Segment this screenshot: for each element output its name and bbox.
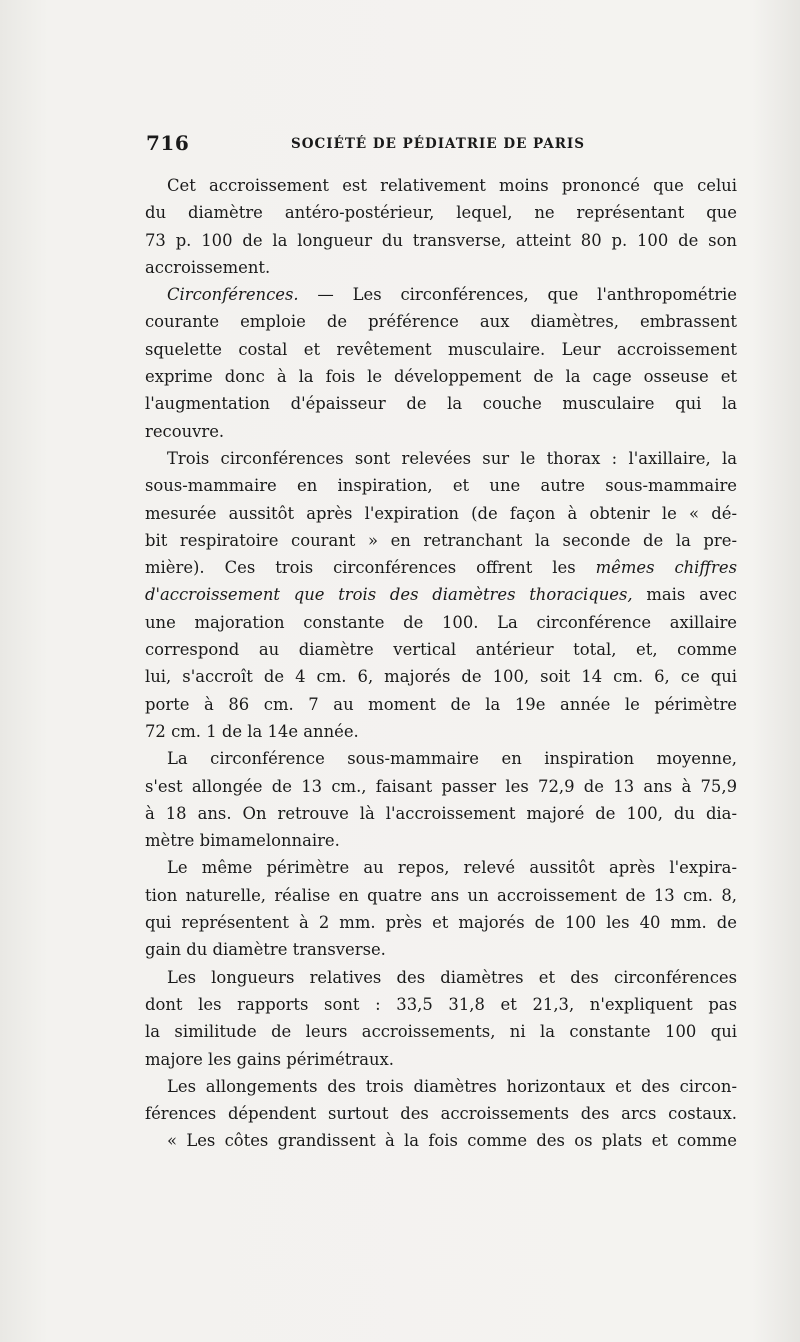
text-line: [145, 527, 737, 554]
line-text: Les allongements des trois diamètres horizontaux et des circon-: [167, 1076, 737, 1096]
line-text: majore les gains périmétraux.: [145, 1049, 394, 1069]
text-line: [145, 936, 737, 963]
text-line: [145, 827, 737, 854]
text-line: [145, 718, 737, 745]
text-line: [145, 281, 737, 308]
line-text: mesurée aussitôt après l'expiration (de façon à obtenir le « dé-: [145, 503, 737, 523]
text-line: [145, 363, 737, 390]
text-line: [145, 636, 737, 663]
line-text: correspond au diamètre vertical antérieur total, et, comme: [145, 640, 737, 660]
text-line: [145, 663, 737, 690]
body-text: [145, 172, 737, 1155]
text-line: [145, 254, 737, 281]
text-line: [145, 1046, 737, 1073]
running-title: SOCIÉTÉ DE PÉDIATRIE DE PARIS: [291, 136, 585, 152]
line-text: La circonférence sous-mammaire en inspiration moyenne,: [167, 749, 737, 769]
line-text: dont les rapports sont : 33,5 31,8 et 21,3, n'expliquent pas: [145, 994, 737, 1014]
line-text: tion naturelle, réalise en quatre ans un accroissement de 13 cm. 8,: [145, 885, 737, 905]
text-line: [145, 336, 737, 363]
text-line: [145, 1073, 737, 1100]
italic-phrase: d'accroissement que trois des diamètres thoraciques,: [145, 585, 633, 605]
line-text: l'augmentation d'épaisseur de la couche musculaire qui la: [145, 394, 737, 414]
line-text: « Les côtes grandissent à la fois comme des os plats et comme: [167, 1131, 737, 1151]
text-line: [145, 418, 737, 445]
line-text: 72 cm. 1 de la 14e année.: [145, 721, 359, 741]
line-text: à 18 ans. On retrouve là l'accroissement majoré de 100, du dia-: [145, 803, 737, 823]
text-line: [145, 854, 737, 881]
line-text: Cet accroissement est relativement moins prononcé que celui: [167, 176, 737, 195]
text-line: [145, 1018, 737, 1045]
page-header: [146, 131, 736, 161]
text-line: [145, 308, 737, 335]
text-line: [145, 445, 737, 472]
line-text: lui, s'accroît de 4 cm. 6, majorés de 100, soit 14 cm. 6, ce qui: [145, 667, 737, 687]
line-text: recouvre.: [145, 421, 225, 441]
line-text: bit respiratoire courant » en retranchant la seconde de la pre-: [145, 530, 737, 550]
italic-phrase: mêmes chiffres: [595, 558, 737, 578]
text-line: [145, 1127, 737, 1154]
text-line: [145, 1100, 737, 1127]
line-text: Le même périmètre au repos, relevé aussitôt après l'expira-: [167, 858, 737, 878]
line-text: accroissement.: [145, 257, 271, 277]
page-number: 716: [146, 131, 190, 155]
line-text: mètre bimamelonnaire.: [145, 831, 340, 851]
line-text: sous-mammaire en inspiration, et une autre sous-mammaire: [145, 476, 737, 496]
line-text: du diamètre antéro-postérieur, lequel, ne représentant que: [145, 203, 737, 223]
line-text: une majoration constante de 100. La circonférence axillaire: [145, 612, 737, 632]
text-line: [145, 800, 737, 827]
line-text: mière). Ces trois circonférences offrent les: [145, 558, 596, 578]
line-text: gain du diamètre transverse.: [145, 940, 386, 960]
text-line: [145, 199, 737, 226]
line-text: Trois circonférences sont relevées sur le thorax : l'axillaire, la: [167, 448, 737, 468]
line-text: s'est allongée de 13 cm., faisant passer les 72,9 de 13 ans à 75,9: [145, 776, 737, 796]
text-line: [145, 745, 737, 772]
text-line: [145, 390, 737, 417]
line-text: la similitude de leurs accroissements, ni la constante 100 qui: [145, 1022, 737, 1042]
line-text: — Les circonférences, que l'anthropométrie: [298, 285, 737, 305]
text-line: [145, 691, 737, 718]
line-text: férences dépendent surtout des accroissements des arcs costaux.: [145, 1104, 737, 1124]
line-text: courante emploie de préférence aux diamètres, embrassent: [145, 312, 737, 332]
line-text: 73 p. 100 de la longueur du transverse, atteint 80 p. 100 de son: [145, 230, 737, 250]
line-text: mais avec: [632, 585, 737, 605]
line-text: qui représentent à 2 mm. près et majorés de 100 les 40 mm. de: [145, 913, 737, 933]
italic-phrase: Circonférences.: [167, 285, 299, 305]
text-line: [145, 500, 737, 527]
line-text: porte à 86 cm. 7 au moment de la 19e année le périmètre: [145, 694, 737, 714]
text-line: [145, 882, 737, 909]
line-text: squelette costal et revêtement musculaire. Leur accroissement: [145, 339, 737, 359]
text-line: [145, 554, 737, 581]
text-line: [145, 773, 737, 800]
text-line: [145, 991, 737, 1018]
text-line: [145, 581, 737, 608]
text-line: [145, 172, 737, 199]
text-line: [145, 609, 737, 636]
text-line: [145, 227, 737, 254]
text-line: [145, 964, 737, 991]
line-text: exprime donc à la fois le développement de la cage osseuse et: [145, 367, 737, 387]
line-text: Les longueurs relatives des diamètres et des circonférences: [167, 967, 737, 987]
text-line: [145, 909, 737, 936]
text-line: [145, 472, 737, 499]
